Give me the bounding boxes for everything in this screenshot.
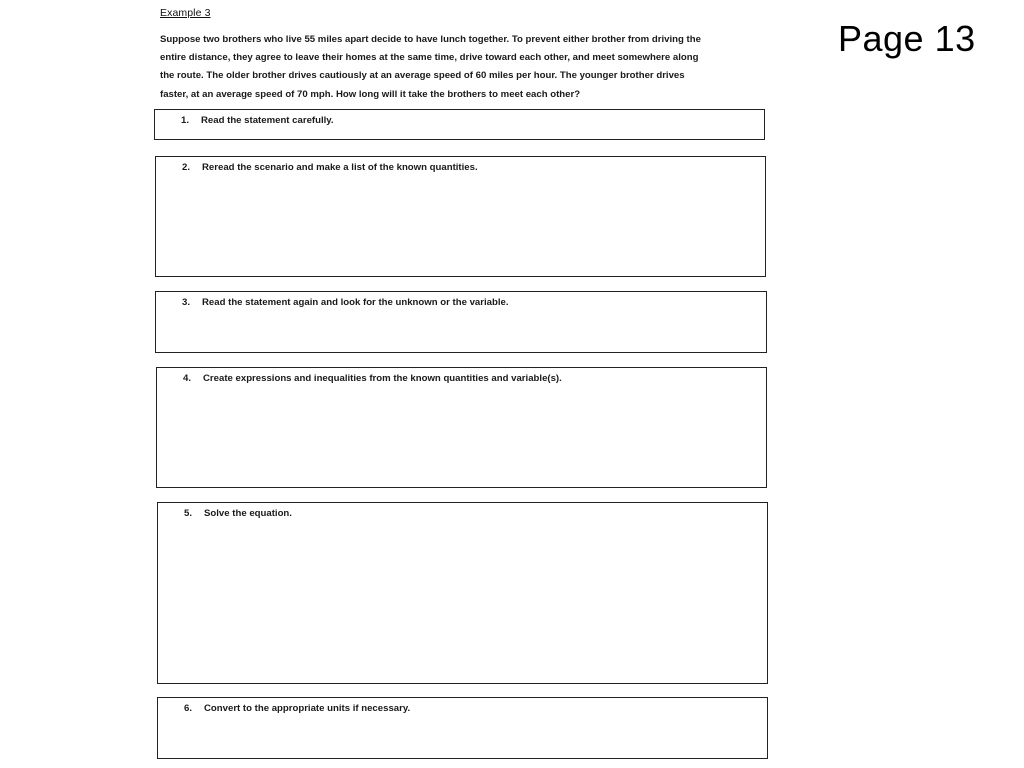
problem-line: entire distance, they agree to leave their homes at the same time, drive toward each other, and meet somewhere along [160,52,699,64]
step-label [184,508,292,519]
step-box-6[interactable] [157,697,768,759]
step-number: 4. [183,373,192,384]
step-label [182,297,509,308]
step-label [183,373,562,384]
step-number: 3. [182,297,191,308]
step-box-3[interactable] [155,291,767,353]
step-instruction: Solve the equation. [204,508,292,519]
step-number: 6. [184,703,193,714]
step-box-4[interactable] [156,367,767,488]
step-label [184,703,410,714]
problem-statement [160,31,780,104]
problem-line: Suppose two brothers who live 55 miles apart decide to have lunch together. To prevent either brother from driving the [160,34,701,45]
step-instruction: Read the statement carefully. [201,115,334,126]
problem-line: the route. The older brother drives cautiously at an average speed of 60 miles per hour. The younger brother drives [160,70,685,82]
problem-line: faster, at an average speed of 70 mph. How long will it take the brothers to meet each other? [160,88,581,100]
step-label [182,162,478,173]
step-instruction: Read the statement again and look for the unknown or the variable. [202,297,509,308]
step-instruction: Convert to the appropriate units if necessary. [204,703,411,714]
page-number-label: Page 13 [838,18,976,59]
step-instruction: Reread the scenario and make a list of the known quantities. [202,162,478,173]
example-heading: Example 3 [160,7,211,19]
step-instruction: Create expressions and inequalities from the known quantities and variable(s). [203,373,562,384]
step-number: 2. [182,162,191,173]
step-number: 1. [181,115,190,126]
step-number: 5. [184,508,193,519]
step-box-2[interactable] [155,156,766,277]
step-box-1[interactable] [154,109,765,140]
step-box-5[interactable] [157,502,768,684]
step-label [181,115,334,126]
